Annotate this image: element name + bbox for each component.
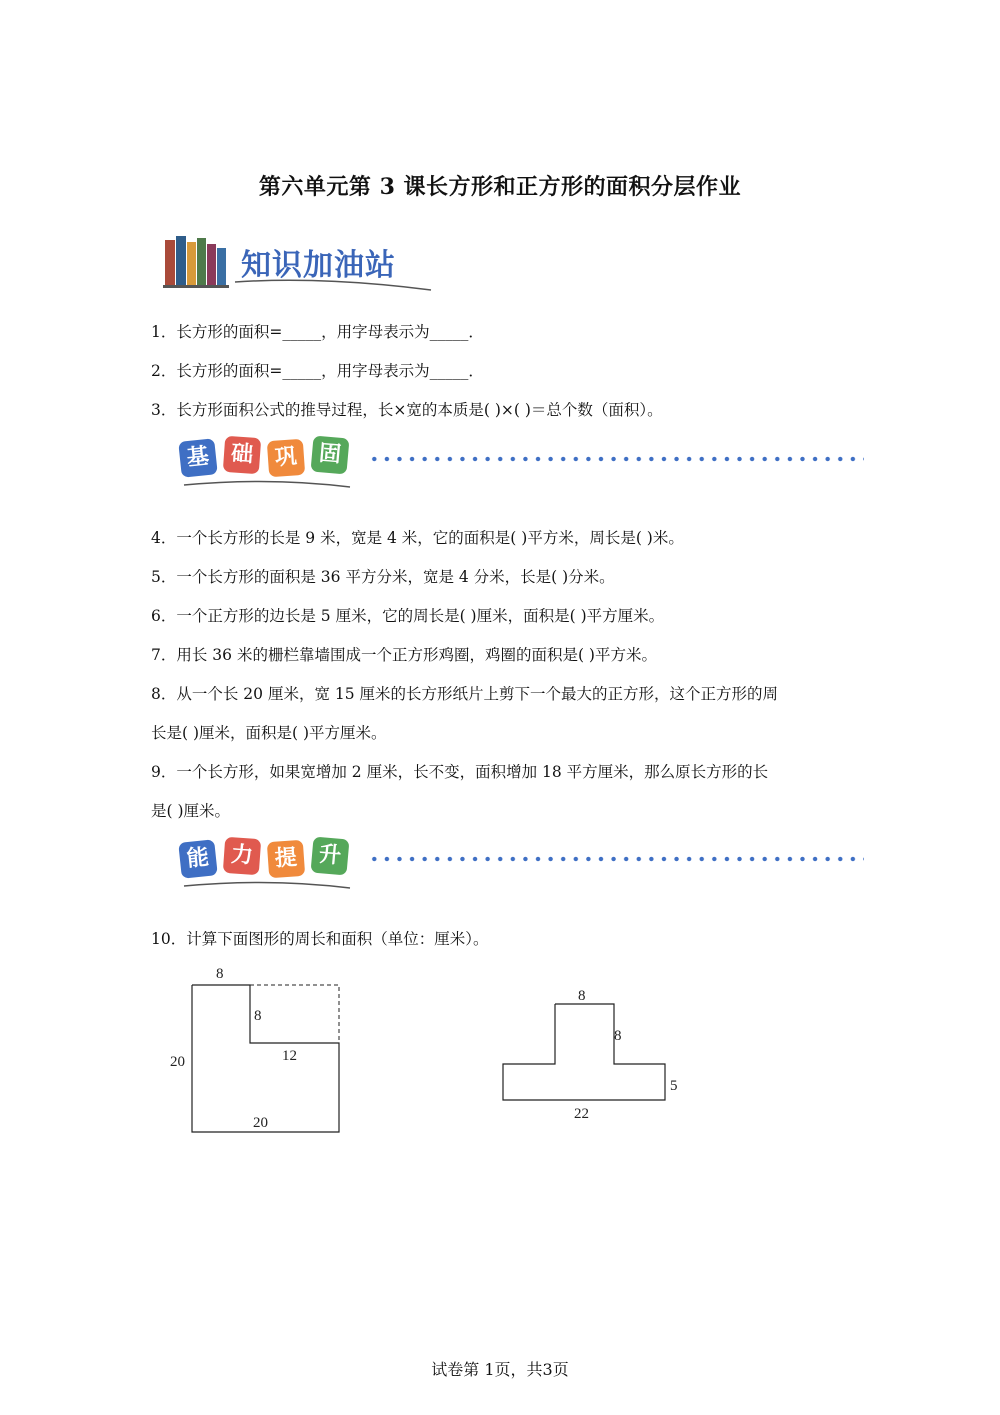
question-9-line-2: 是( )厘米。 [151, 802, 231, 820]
advanced-char-2: 力 [223, 837, 261, 875]
advanced-char-1: 能 [178, 839, 218, 879]
figure-l-shape [160, 960, 400, 1150]
advanced-char-3: 提 [267, 840, 305, 878]
figure-t-shape [490, 980, 710, 1140]
l-shape-label-left: 20 [170, 1054, 185, 1070]
question-6: 6．一个正方形的边长是 5 厘米，它的周长是( )厘米，面积是( )平方厘米。 [151, 607, 665, 625]
t-shape-label-top: 8 [578, 988, 586, 1004]
question-3: 3．长方形面积公式的推导过程，长×宽的本质是( )×( )＝总个数（面积）。 [151, 401, 663, 419]
t-shape-outline [503, 1004, 665, 1100]
l-shape-dashed-corner [250, 985, 339, 1043]
page-title: 第六单元第 3 课长方形和正方形的面积分层作业 [258, 174, 742, 200]
advanced-section-banner [180, 838, 880, 894]
l-shape-label-inner-vertical: 8 [254, 1008, 262, 1024]
l-shape-label-inner-horizontal: 12 [282, 1048, 297, 1064]
question-8-line-1: 8．从一个长 20 厘米，宽 15 厘米的长方形纸片上剪下一个最大的正方形，这个正方形的周 [151, 685, 779, 703]
basic-section-banner [180, 437, 880, 493]
question-2: 2．长方形的面积=_____，用字母表示为_____． [151, 362, 484, 380]
question-1: 1．长方形的面积=_____，用字母表示为_____． [151, 323, 484, 341]
l-shape-label-bottom: 20 [253, 1115, 268, 1131]
t-shape-label-right: 5 [670, 1078, 678, 1094]
question-10: 10．计算下面图形的周长和面积（单位：厘米）。 [151, 930, 489, 948]
l-shape-label-top: 8 [216, 966, 224, 982]
knowledge-section-label: 知识加油站 [241, 248, 396, 283]
question-4: 4．一个长方形的长是 9 米，宽是 4 米，它的面积是( )平方米，周长是( )米。 [151, 529, 684, 547]
basic-char-1: 基 [178, 438, 218, 478]
knowledge-section-banner [163, 234, 453, 294]
swoosh-underline [180, 437, 360, 493]
t-shape-label-right-upper: 8 [614, 1028, 622, 1044]
basic-char-3: 巩 [267, 439, 305, 477]
basic-char-2: 础 [223, 436, 261, 474]
question-8-line-2: 长是( )厘米，面积是( )平方厘米。 [151, 724, 387, 742]
advanced-dotted-divider [368, 856, 864, 862]
basic-char-4: 固 [310, 435, 349, 474]
page-footer: 试卷第 1页，共3页 [431, 1360, 569, 1379]
swoosh-underline [180, 838, 360, 894]
question-9-line-1: 9．一个长方形，如果宽增加 2 厘米，长不变，面积增加 18 平方厘米，那么原长方形的长 [151, 763, 769, 781]
l-shape-outline [192, 985, 339, 1132]
question-7: 7．用长 36 米的栅栏靠墙围成一个正方形鸡圈，鸡圈的面积是( )平方米。 [151, 646, 657, 664]
advanced-char-4: 升 [310, 836, 349, 875]
t-shape-label-bottom: 22 [574, 1106, 589, 1122]
question-5: 5．一个长方形的面积是 36 平方分米，宽是 4 分米，长是( )分米。 [151, 568, 615, 586]
basic-dotted-divider [368, 456, 864, 462]
